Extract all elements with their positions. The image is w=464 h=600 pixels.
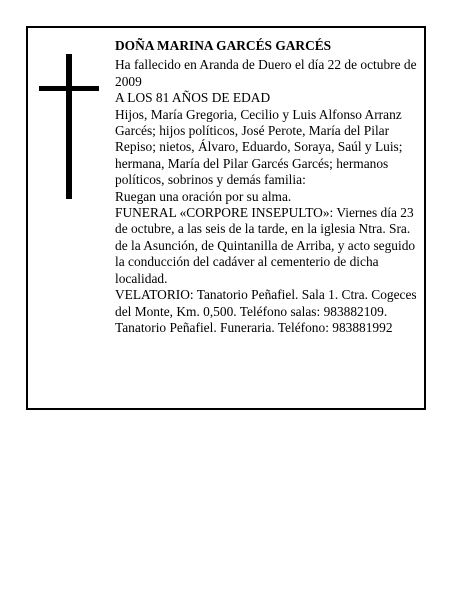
cross-vertical-bar bbox=[66, 54, 72, 199]
cross-horizontal-bar bbox=[39, 86, 99, 91]
cross-icon bbox=[39, 54, 99, 199]
velatorio-details: VELATORIO: Tanatorio Peñafiel. Sala 1. Ctra. Cogeces del Monte, Km. 0,500. Teléfono salas: 983882109. bbox=[115, 287, 417, 319]
prayer-request: Ruegan una oración por su alma. bbox=[115, 188, 292, 204]
death-announcement: Ha fallecido en Aranda de Duero el día 22 de octubre de 2009 bbox=[115, 57, 417, 89]
age-line: A LOS 81 AÑOS DE EDAD bbox=[115, 90, 271, 106]
funeral-details: FUNERAL «CORPORE INSEPULTO»: Viernes día 23 de octubre, a las seis de la tarde, en la iglesia Ntra. Sra. de la Asunción, de Quintanilla de Arriba, y acto seguido la conducción del cadáver al cementerio de dicha localidad. bbox=[115, 205, 416, 286]
deceased-name: DOÑA MARINA GARCÉS GARCÉS bbox=[115, 38, 332, 53]
funeral-home-contact: Tanatorio Peñafiel. Funeraria. Teléfono: 983881992 bbox=[115, 319, 393, 335]
obituary-notice bbox=[26, 26, 426, 410]
family-list: Hijos, María Gregoria, Cecilio y Luis Alfonso Arranz Garcés; hijos políticos, José Perote, María del Pilar Repiso; nietos, Álvaro, Eduardo, Soraya, Saúl y Luis; hermana, María del Pilar Garcés Garcés; hermanos políticos, sobrinos y demás familia: bbox=[115, 106, 403, 188]
notice-text bbox=[115, 38, 420, 336]
